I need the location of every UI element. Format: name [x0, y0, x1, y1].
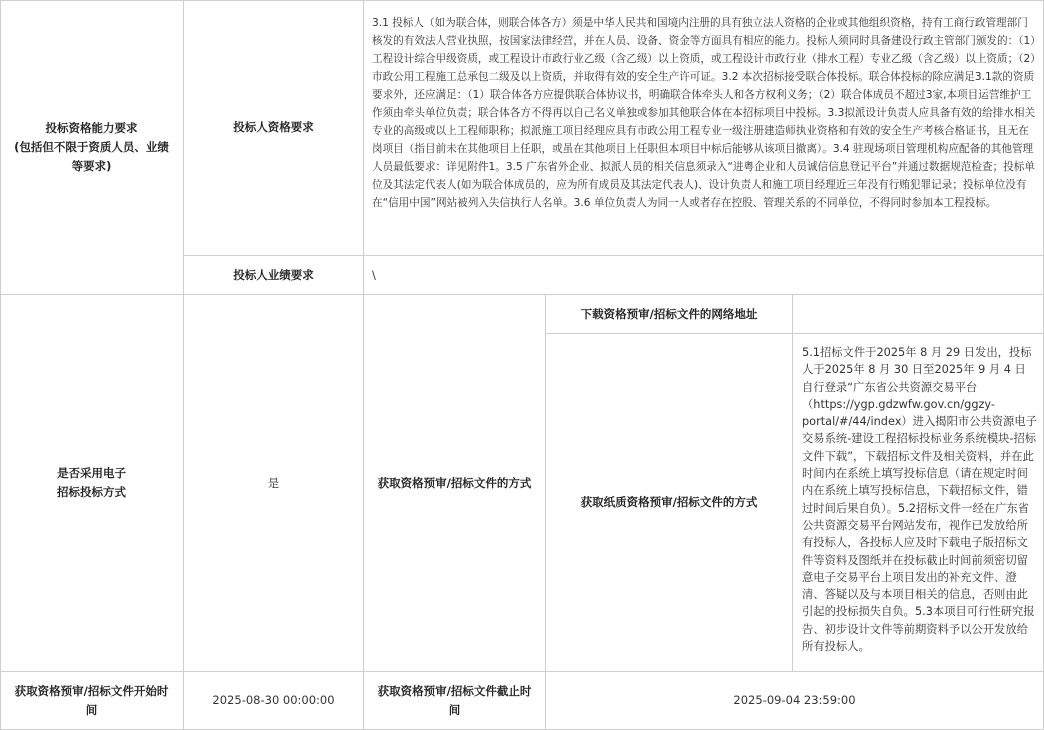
- download-url-label: 下载资格预审/招标文件的网络地址: [546, 295, 793, 334]
- qualification-section-label: [0, 0, 184, 295]
- bidder-performance-value: \: [364, 256, 1044, 295]
- obtain-method-label: 获取资格预审/招标文件的方式: [364, 295, 546, 672]
- bidder-qualification-label: 投标人资格要求: [184, 0, 364, 256]
- paper-method-label: 获取纸质资格预审/招标文件的方式: [546, 334, 793, 672]
- electronic-bidding-value: 是: [184, 295, 364, 672]
- end-time-label: 获取资格预审/招标文件截止时间: [364, 672, 546, 730]
- electronic-bidding-label: [0, 295, 184, 672]
- electronic-bidding-label-text: 是否采用电子 招标投标方式: [57, 466, 126, 499]
- qualification-section-label-text: 投标资格能力要求 (包括但不限于资质人员、业绩等要求): [14, 120, 169, 173]
- bidder-performance-label: 投标人业绩要求: [184, 256, 364, 295]
- paper-method-text: 5.1招标文件于2025年 8 月 29 日发出，投标人于2025年 8 月 30 日至2025年 9 月 4 日自行登录“广东省公共资源交易平台（https://ygp.gdzwfw.gov.cn/ggzy-portal/#/44/index）进入揭阳市公共资源电子交易系统-建设工程招标投标业务系统模块-招标文件下载”，下载招标文件及相关资料，并在此时间内在系统上填写投标信息（请在规定时间内在系统上填写投标信息，下载招标文件，错过时间后果自负）。5.2招标文件一经在广东省公共资源交易平台网站发布，视作已发放给所有投标人，各投标人应及时下载电子版招标文件等资料及图纸并在投标截止时间前须密切留意电子交易平台上项目发出的补充文件、澄清、答疑以及与本项目相关的信息，否则由此引起的投标损失自负。5.3本项目可行性研究报告、初步设计文件等前期资料予以公开发放给所有投标人。: [793, 334, 1044, 672]
- end-time-value: 2025-09-04 23:59:00: [546, 672, 1044, 730]
- start-time-value: 2025-08-30 00:00:00: [184, 672, 364, 730]
- bidder-qualification-text: 3.1 投标人（如为联合体，则联合体各方）须是中华人民共和国境内注册的具有独立法人资格的企业或其他组织资格，持有工商行政管理部门核发的有效法人营业执照，按国家法律经营，并在人员、设备、资金等方面具有相应的能力。投标人须同时具备建设行政主管部门颁发的：（1）工程设计综合甲级资质，或工程设计市政行业乙级（含乙级）以上资质，或工程设计市政行业（排水工程）专业乙级（含乙级）以上资质；（2）市政公用工程施工总承包二级及以上资质，并取得有效的安全生产许可证。3.2 本次招标接受联合体投标。联合体投标的除应满足3.1款的资质要求外，还应满足：（1）联合体各方应提供联合体协议书，明确联合体牵头人和各方权利义务；（2）联合体成员不超过3家,本项目运营维护工作须由牵头单位负责；联合体各方不得再以自己名义单独或参加其他联合体在本招标项目中投标。3.3拟派设计负责人应具备有效的给排水相关专业的高级或以上工程师职称；拟派施工项目经理应具有市政公用工程专业一级注册建造师执业资格和有效的安全生产考核合格证书，且无在岗项目（指目前未在其他项目上任职，或虽在其他项目上任职但本项目中标后能够从该项目撤离）。3.4 驻现场项目管理机构应配备的其他管理人员最低要求：详见附件1。3.5 广东省外企业、拟派人员的相关信息须录入“进粤企业和人员诚信信息登记平台”并通过数据规范检查；投标单位及其法定代表人(如为联合体成员的，应为所有成员及其法定代表人)、设计负责人和施工项目经理近三年没有行贿犯罪记录；投标单位没有在“信用中国”网站被列入失信执行人名单。3.6 单位负责人为同一人或者存在控股、管理关系的不同单位，不得同时参加本工程投标。: [364, 0, 1044, 256]
- start-time-label: 获取资格预审/招标文件开始时间: [0, 672, 184, 730]
- download-url-value: [793, 295, 1044, 334]
